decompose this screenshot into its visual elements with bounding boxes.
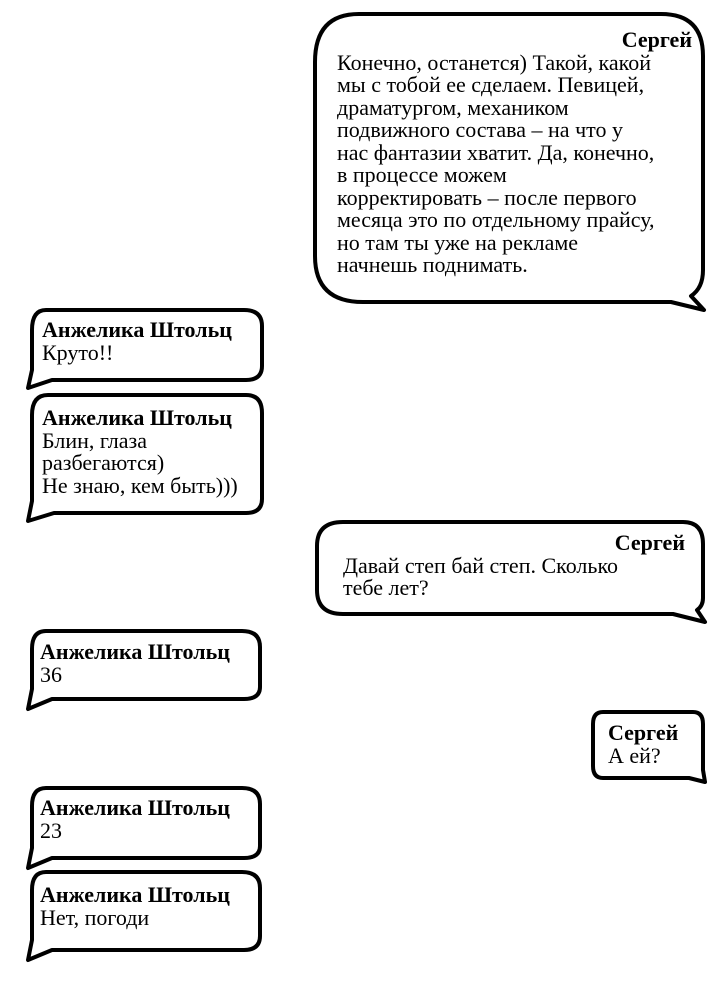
message-bubble-angelika: [24, 393, 266, 523]
message-text: Нет, погоди: [40, 904, 150, 930]
sender-name: Сергей: [614, 530, 685, 555]
message-bubble-sergey: [311, 12, 707, 312]
message-bubble-angelika: [24, 629, 264, 711]
message-bubble-angelika: [24, 786, 264, 870]
message-bubble-sergey: [313, 518, 709, 624]
message-text: Круто!!: [42, 339, 114, 365]
message-text: Конечно, останется) Такой, какой мы с тобой ее сделаем. Певицей, драматургом, механиком подвижного состава – на что у нас фантазии хватит. Да, конечно, в процессе можем корректировать – после первого месяца это по отдельному прайсу, но там ты уже на рекламе начнешь поднимать.: [337, 49, 655, 277]
sender-name: Анжелика Штольц: [40, 639, 230, 664]
sender-name: Анжелика Штольц: [40, 795, 230, 820]
sender-name: Анжелика Штольц: [42, 317, 232, 342]
message-bubble-angelika: [24, 870, 264, 962]
message-bubble-angelika: [24, 308, 266, 390]
message-text: А ей?: [608, 742, 661, 768]
message-text: 36: [40, 661, 62, 687]
sender-name: Сергей: [608, 720, 679, 745]
message-text: Блин, глаза разбегаются) Не знаю, кем быть))): [42, 427, 238, 498]
sender-name: Анжелика Штольц: [42, 405, 232, 430]
message-text: 23: [40, 817, 62, 843]
message-text: Давай степ бай степ. Сколько тебе лет?: [343, 552, 619, 600]
sender-name: Сергей: [621, 27, 692, 52]
message-bubble-sergey: [589, 708, 709, 784]
sender-name: Анжелика Штольц: [40, 882, 230, 907]
